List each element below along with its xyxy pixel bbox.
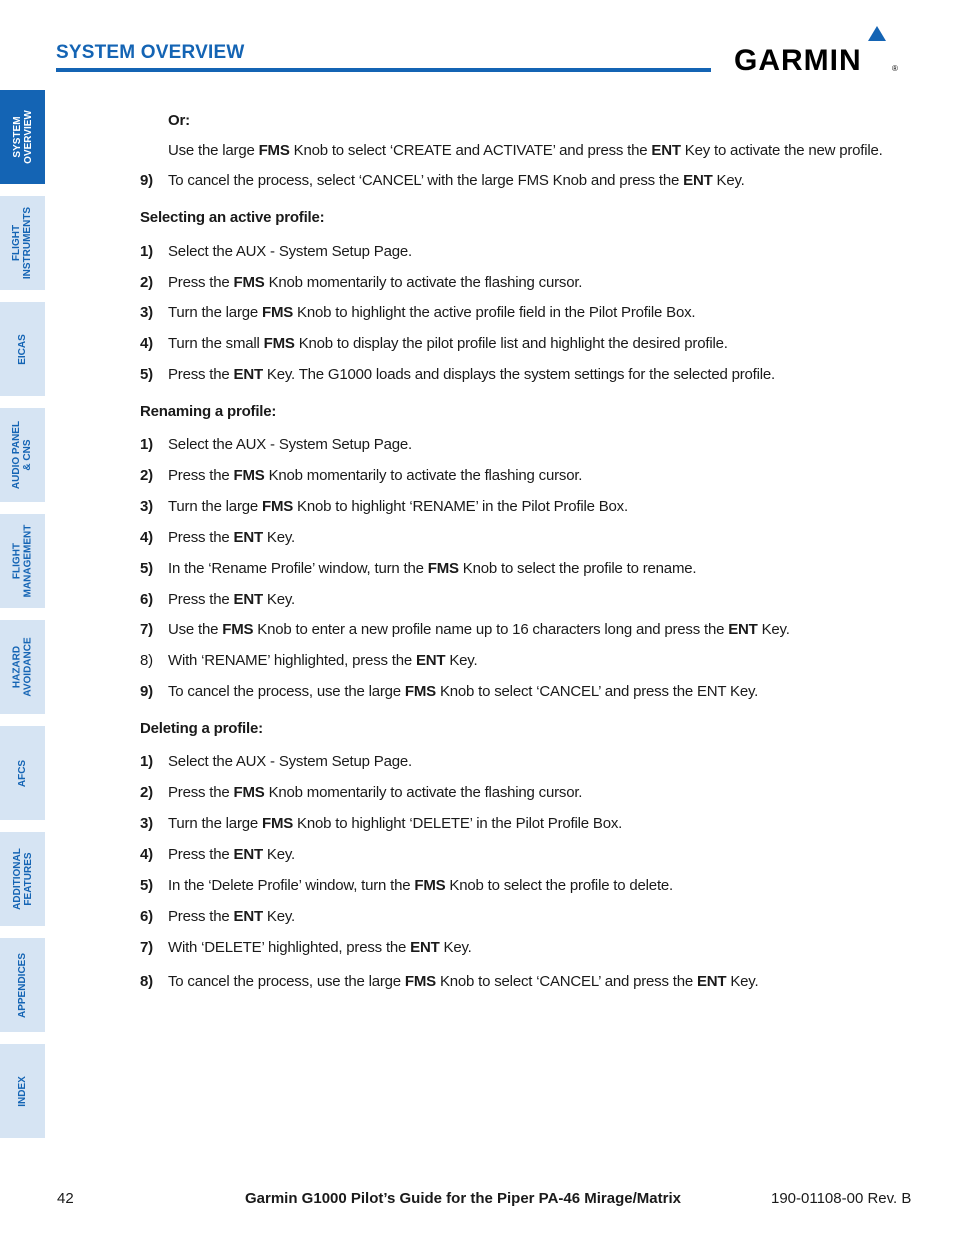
sidebar-tab-label: HAZARD AVOIDANCE <box>11 637 34 697</box>
step-number: 2) <box>140 784 153 801</box>
text-run: Press the <box>168 366 234 383</box>
or-label: Or: <box>168 112 190 129</box>
garmin-logo <box>734 26 898 76</box>
bold-term: FMS <box>404 683 436 700</box>
text-run: Press the <box>168 467 234 484</box>
logo-text: GARMIN <box>734 44 862 77</box>
sidebar-tab-index[interactable] <box>0 1044 45 1138</box>
logo-triangle-icon <box>868 26 886 41</box>
sidebar-tab-additional-features[interactable] <box>0 832 45 926</box>
bold-term: ENT <box>696 973 727 990</box>
step-text <box>168 497 628 517</box>
step-text <box>168 334 728 354</box>
step-text <box>168 938 472 958</box>
text-run: Press the <box>168 784 234 801</box>
text-run: Press the <box>168 591 234 608</box>
step-number: 4) <box>140 846 153 863</box>
text-run: To cancel the process, select ‘CANCEL’ with the large FMS Knob and press the <box>168 172 684 189</box>
sidebar-tab-label: FLIGHT MANAGEMENT <box>11 524 34 598</box>
step-text <box>168 365 775 385</box>
step-text <box>168 752 412 772</box>
step-text <box>168 972 758 992</box>
section-heading: Deleting a profile: <box>140 720 263 737</box>
step-number: 1) <box>140 753 153 770</box>
bold-term: FMS <box>262 815 294 832</box>
bold-term: FMS <box>414 877 446 894</box>
section-tabs-sidebar <box>0 0 45 1235</box>
text-run: Select the AUX - System Setup Page. <box>168 753 412 770</box>
step-text <box>168 559 696 579</box>
text-run: Press the <box>168 908 234 925</box>
bold-term: FMS <box>233 467 265 484</box>
text-run: Key to activate the new profile. <box>680 142 883 159</box>
step-number: 2) <box>140 467 153 484</box>
sidebar-tab-appendices[interactable] <box>0 938 45 1032</box>
bold-term: ENT <box>683 172 713 189</box>
step-number: 3) <box>140 498 153 515</box>
text-run: Key. <box>439 939 472 956</box>
step-text <box>168 845 295 865</box>
text-run: Key. <box>262 591 296 608</box>
bold-term: FMS <box>258 142 290 159</box>
text-run: With ‘DELETE’ highlighted, press the <box>168 939 411 956</box>
step-text <box>168 303 695 323</box>
page-number: 42 <box>57 1190 74 1207</box>
bold-term: ENT <box>651 142 681 159</box>
text-run: Key. The G1000 loads and displays the system settings for the selected profile. <box>262 366 776 383</box>
text-run: Knob momentarily to activate the flashing cursor. <box>264 467 583 484</box>
sidebar-tab-afcs[interactable] <box>0 726 45 820</box>
bold-term: FMS <box>262 304 294 321</box>
step-text <box>168 466 582 486</box>
text-run: Knob to highlight ‘DELETE’ in the Pilot Profile Box. <box>293 815 623 832</box>
text-run: Key. <box>262 846 296 863</box>
bold-term: ENT <box>728 621 758 638</box>
text-run: Key. <box>712 172 745 189</box>
step-number: 1) <box>140 243 153 260</box>
bold-term: ENT <box>233 529 263 546</box>
section-heading: Selecting an active profile: <box>140 209 325 226</box>
sidebar-tab-flight-instruments[interactable] <box>0 196 45 290</box>
text-run: Key. <box>262 908 296 925</box>
text-run: To cancel the process, use the large <box>168 973 405 990</box>
bold-term: ENT <box>233 366 263 383</box>
sidebar-tab-audio-panel-cns[interactable] <box>0 408 45 502</box>
step-number: 3) <box>140 304 153 321</box>
step-number: 8) <box>140 973 153 990</box>
step-number: 8) <box>140 652 153 669</box>
text-run: Knob to display the pilot profile list and highlight the desired profile. <box>294 335 728 352</box>
bold-term: ENT <box>233 591 263 608</box>
text-run: Knob to select the profile to rename. <box>458 560 697 577</box>
step-number: 7) <box>140 939 153 956</box>
bold-term: ENT <box>233 846 263 863</box>
document-title: Garmin G1000 Pilot’s Guide for the Piper PA-46 Mirage/Matrix <box>245 1190 681 1207</box>
text-run: Knob to select the profile to delete. <box>445 877 674 894</box>
text-run: With ‘RENAME’ highlighted, press the <box>168 652 416 669</box>
step-number: 5) <box>140 560 153 577</box>
sidebar-tab-label: AFCS <box>16 759 28 787</box>
text-run: Use the <box>168 621 223 638</box>
bold-term: FMS <box>427 560 459 577</box>
text-run: Select the AUX - System Setup Page. <box>168 243 412 260</box>
step-number: 4) <box>140 529 153 546</box>
bold-term: FMS <box>404 973 436 990</box>
step-number: 6) <box>140 591 153 608</box>
text-run: Knob to select ‘CANCEL’ and press the ENT Key. <box>436 683 759 700</box>
step-number: 7) <box>140 621 153 638</box>
bold-term: FMS <box>263 335 295 352</box>
section-heading: Renaming a profile: <box>140 403 277 420</box>
sidebar-tab-system-overview[interactable] <box>0 90 45 184</box>
text-run: Knob to highlight ‘RENAME’ in the Pilot Profile Box. <box>293 498 628 515</box>
sidebar-tab-label: FLIGHT INSTRUMENTS <box>11 206 34 280</box>
step-text <box>168 907 295 927</box>
bold-term: FMS <box>233 784 265 801</box>
text-run: Knob momentarily to activate the flashing cursor. <box>264 274 583 291</box>
logo-registered-mark: ® <box>892 64 898 73</box>
sidebar-tab-label: AUDIO PANEL & CNS <box>11 420 34 490</box>
bold-term: ENT <box>410 939 440 956</box>
step-number: 1) <box>140 436 153 453</box>
step-number: 6) <box>140 908 153 925</box>
text-run: Knob momentarily to activate the flashing cursor. <box>264 784 583 801</box>
step-number: 5) <box>140 877 153 894</box>
sidebar-tab-flight-management[interactable] <box>0 514 45 608</box>
text-run: Turn the large <box>168 498 262 515</box>
bold-term: FMS <box>233 274 265 291</box>
text-run: Use the large <box>168 142 259 159</box>
text-run: Press the <box>168 274 234 291</box>
bold-term: ENT <box>233 908 263 925</box>
step-number: 5) <box>140 366 153 383</box>
step-text <box>168 651 477 671</box>
step-text <box>168 783 582 803</box>
sidebar-tab-label: EICAS <box>17 333 28 365</box>
step-number: 4) <box>140 335 153 352</box>
header-rule <box>56 68 711 72</box>
bold-term: FMS <box>222 621 254 638</box>
sidebar-tab-label: APPENDICES <box>17 952 29 1018</box>
text-run: In the ‘Rename Profile’ window, turn the <box>168 560 428 577</box>
sidebar-tab-label: INDEX <box>17 1075 28 1107</box>
step-number: 9) <box>140 172 153 189</box>
text-run: Press the <box>168 846 234 863</box>
text-run: Select the AUX - System Setup Page. <box>168 436 412 453</box>
text-run: Turn the large <box>168 815 262 832</box>
text-run: Press the <box>168 529 234 546</box>
text-run: Turn the small <box>168 335 264 352</box>
bold-term: ENT <box>415 652 446 669</box>
text-run: Knob to select ‘CANCEL’ and press the <box>436 973 697 990</box>
step-text <box>168 242 412 262</box>
step-text <box>168 171 745 191</box>
text-run: Key. <box>726 973 759 990</box>
sidebar-tab-label: ADDITIONAL FEATURES <box>11 848 34 910</box>
text-run: Turn the large <box>168 304 262 321</box>
text-run: Knob to enter a new profile name up to 16 characters long and press the <box>253 621 729 638</box>
step-number: 3) <box>140 815 153 832</box>
sidebar-tab-hazard-avoidance[interactable] <box>0 620 45 714</box>
text-run: Knob to highlight the active profile field in the Pilot Profile Box. <box>293 304 696 321</box>
document-number: 190-01108-00 Rev. B <box>771 1190 912 1207</box>
step-text <box>168 876 673 896</box>
sidebar-tab-label: SYSTEM OVERVIEW <box>11 110 34 164</box>
text-run: Key. <box>757 621 790 638</box>
step-text <box>168 682 758 702</box>
step-number: 2) <box>140 274 153 291</box>
step-number: 9) <box>140 683 153 700</box>
step-text <box>168 590 295 610</box>
sidebar-tab-eicas[interactable] <box>0 302 45 396</box>
text-run: To cancel the process, use the large <box>168 683 405 700</box>
text-run: Knob to select ‘CREATE and ACTIVATE’ and press the <box>289 142 652 159</box>
text-run: In the ‘Delete Profile’ window, turn the <box>168 877 415 894</box>
step-text <box>168 273 582 293</box>
bold-term: FMS <box>262 498 294 515</box>
text-run: Key. <box>445 652 478 669</box>
step-text <box>168 528 295 548</box>
text-run: Key. <box>262 529 296 546</box>
step-text <box>168 620 790 640</box>
step-text <box>168 435 412 455</box>
step-text <box>168 814 622 834</box>
section-title: SYSTEM OVERVIEW <box>56 42 245 63</box>
